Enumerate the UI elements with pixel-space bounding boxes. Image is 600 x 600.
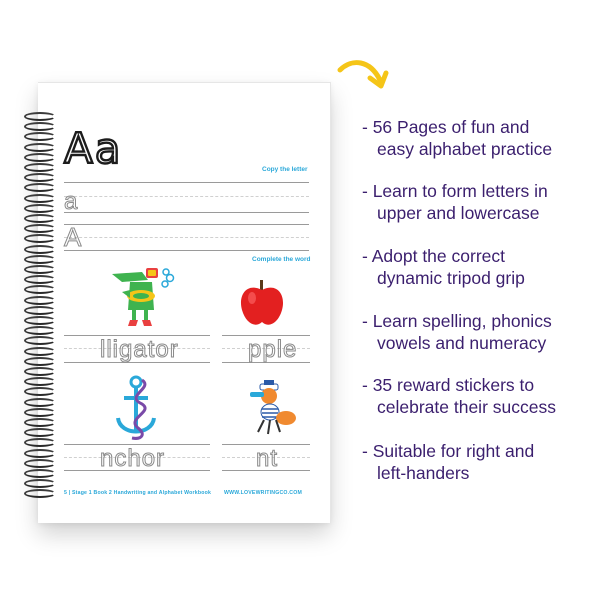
- spiral-coil: [24, 153, 56, 162]
- feature-line: - Learn to form letters in: [362, 181, 548, 201]
- spiral-coil: [24, 398, 56, 407]
- copy-row-upper: A: [64, 222, 83, 252]
- spiral-coil: [24, 438, 56, 447]
- spiral-coil: [24, 377, 56, 386]
- rule: [64, 212, 309, 213]
- spiral-coil: [24, 428, 56, 437]
- feature-line: upper and lowercase: [377, 203, 540, 223]
- rule: [64, 182, 309, 183]
- spiral-coil: [24, 173, 56, 182]
- anchor-icon: [114, 374, 158, 442]
- feature-item: [362, 116, 592, 160]
- feature-line: - Suitable for right and: [362, 441, 535, 461]
- spiral-coil: [24, 285, 56, 294]
- spiral-coil: [24, 367, 56, 376]
- feature-line: - Learn spelling, phonics: [362, 311, 552, 331]
- spiral-coil: [24, 449, 56, 458]
- feature-line: - Adopt the correct: [362, 246, 505, 266]
- footer-url: WWW.LOVEWRITINGCO.COM: [224, 490, 302, 496]
- spiral-coil: [24, 132, 56, 141]
- spiral-coil: [24, 204, 56, 213]
- spiral-coil: [24, 234, 56, 243]
- spiral-coil: [24, 143, 56, 152]
- feature-line: - 35 reward stickers to: [362, 375, 535, 395]
- spiral-coil: [24, 387, 56, 396]
- heading-upper: A: [64, 124, 95, 173]
- feature-line: vowels and numeracy: [377, 333, 547, 353]
- spiral-coil: [24, 183, 56, 192]
- spiral-coil: [24, 122, 56, 131]
- spiral-coil: [24, 265, 56, 274]
- spiral-binding: [24, 112, 60, 502]
- feature-item: [362, 245, 592, 289]
- spiral-coil: [24, 255, 56, 264]
- copy-letter-label: Copy the letter: [262, 166, 308, 173]
- feature-item: [362, 440, 592, 484]
- feature-item: [362, 310, 592, 354]
- rule: [64, 237, 309, 238]
- copy-row-lower: a: [64, 188, 79, 215]
- spiral-coil: [24, 459, 56, 468]
- traced-word: nchor: [100, 445, 166, 472]
- spiral-coil: [24, 408, 56, 417]
- spiral-coil: [24, 316, 56, 325]
- rule: [64, 224, 309, 225]
- apple-icon: [236, 278, 288, 330]
- spiral-coil: [24, 214, 56, 223]
- spiral-coil: [24, 347, 56, 356]
- spiral-coil: [24, 469, 56, 478]
- feature-line: celebrate their success: [377, 397, 556, 417]
- spiral-coil: [24, 112, 56, 121]
- spiral-coil: [24, 296, 56, 305]
- footer-title: 5 | Stage 1 Book 2 Handwriting and Alphabet Workbook: [64, 490, 212, 496]
- traced-word: pple: [248, 336, 298, 363]
- feature-line: left-handers: [377, 463, 470, 483]
- heading-lower: a: [94, 124, 123, 173]
- ant-icon: [246, 376, 302, 438]
- feature-item: [362, 180, 592, 224]
- spiral-coil: [24, 418, 56, 427]
- rule: [64, 196, 309, 197]
- spiral-coil: [24, 163, 56, 172]
- spiral-coil: [24, 194, 56, 203]
- alligator-icon: [108, 262, 180, 330]
- letter-heading: [64, 124, 122, 173]
- spiral-coil: [24, 275, 56, 284]
- feature-item: [362, 374, 592, 418]
- rule: [64, 250, 309, 251]
- spiral-coil: [24, 489, 56, 498]
- feature-line: - 56 Pages of fun and: [362, 117, 530, 137]
- spiral-coil: [24, 306, 56, 315]
- spiral-coil: [24, 479, 56, 488]
- curved-arrow-icon: [334, 56, 394, 96]
- traced-word: lligator: [100, 336, 179, 363]
- traced-word: nt: [256, 445, 279, 472]
- feature-line: dynamic tripod grip: [377, 268, 525, 288]
- complete-word-label: Complete the word: [252, 256, 311, 263]
- spiral-coil: [24, 336, 56, 345]
- spiral-coil: [24, 357, 56, 366]
- spiral-coil: [24, 224, 56, 233]
- spiral-coil: [24, 326, 56, 335]
- feature-line: easy alphabet practice: [377, 139, 553, 159]
- spiral-coil: [24, 245, 56, 254]
